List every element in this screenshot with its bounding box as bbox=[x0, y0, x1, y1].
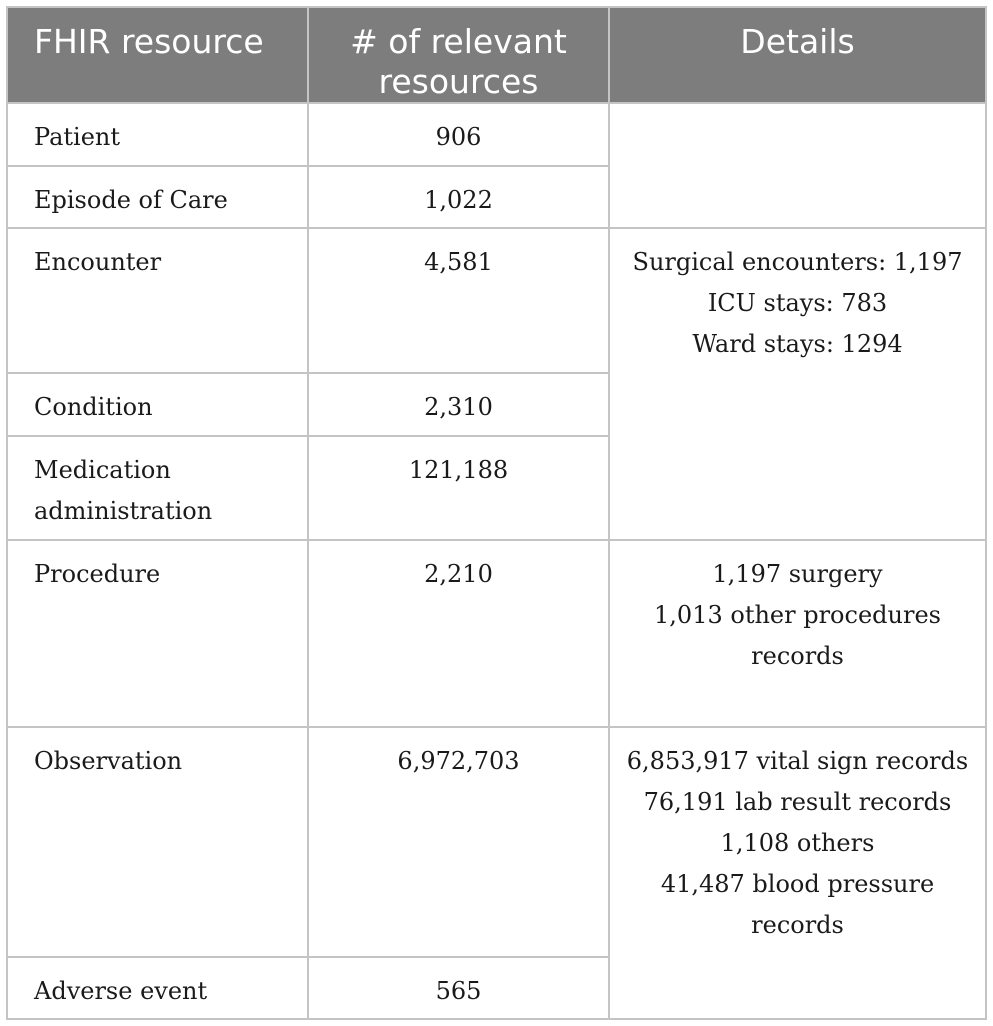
details-observation-group bbox=[609, 727, 986, 1019]
resource-count: 1,022 bbox=[308, 166, 609, 229]
resource-name: Episode of Care bbox=[7, 166, 308, 229]
detail-line: records bbox=[751, 911, 844, 940]
detail-line: 1,108 others bbox=[720, 829, 875, 858]
resource-name: Condition bbox=[7, 373, 308, 436]
resource-count: 2,210 bbox=[308, 540, 609, 728]
detail-line: 1,013 other procedures bbox=[654, 600, 941, 629]
details-cell-empty bbox=[609, 103, 986, 228]
table-row bbox=[7, 540, 986, 728]
resource-count: 2,310 bbox=[308, 373, 609, 436]
header-relevant-resources: # of relevant resources bbox=[308, 7, 609, 103]
detail-line: records bbox=[751, 641, 844, 670]
resource-name: Procedure bbox=[7, 540, 308, 728]
details-encounter-group bbox=[609, 228, 986, 540]
header-row bbox=[7, 7, 986, 103]
resource-count: 565 bbox=[308, 957, 609, 1019]
detail-line: 76,191 lab result records bbox=[643, 788, 952, 817]
resource-count: 906 bbox=[308, 103, 609, 166]
header-fhir-resource: FHIR resource bbox=[7, 7, 308, 103]
detail-line: 41,487 blood pressure bbox=[660, 870, 935, 899]
resource-name: Patient bbox=[7, 103, 308, 166]
resource-name: Adverse event bbox=[7, 957, 308, 1019]
resource-name: Medication administration bbox=[7, 436, 308, 540]
table-row bbox=[7, 228, 986, 373]
header-details: Details bbox=[609, 7, 986, 103]
detail-line: 1,197 surgery bbox=[712, 559, 883, 588]
detail-line: Surgical encounters: 1,197 bbox=[632, 248, 963, 277]
resource-name: Observation bbox=[7, 727, 308, 957]
detail-line: Ward stays: 1294 bbox=[692, 330, 903, 359]
resource-name: Encounter bbox=[7, 228, 308, 373]
resource-count: 4,581 bbox=[308, 228, 609, 373]
details-procedure bbox=[609, 540, 986, 728]
resource-count: 121,188 bbox=[308, 436, 609, 540]
fhir-resource-table bbox=[6, 6, 987, 1020]
table-row bbox=[7, 727, 986, 957]
resource-count: 6,972,703 bbox=[308, 727, 609, 957]
detail-line: ICU stays: 783 bbox=[707, 289, 888, 318]
detail-line: 6,853,917 vital sign records bbox=[626, 747, 969, 776]
table-row bbox=[7, 103, 986, 166]
